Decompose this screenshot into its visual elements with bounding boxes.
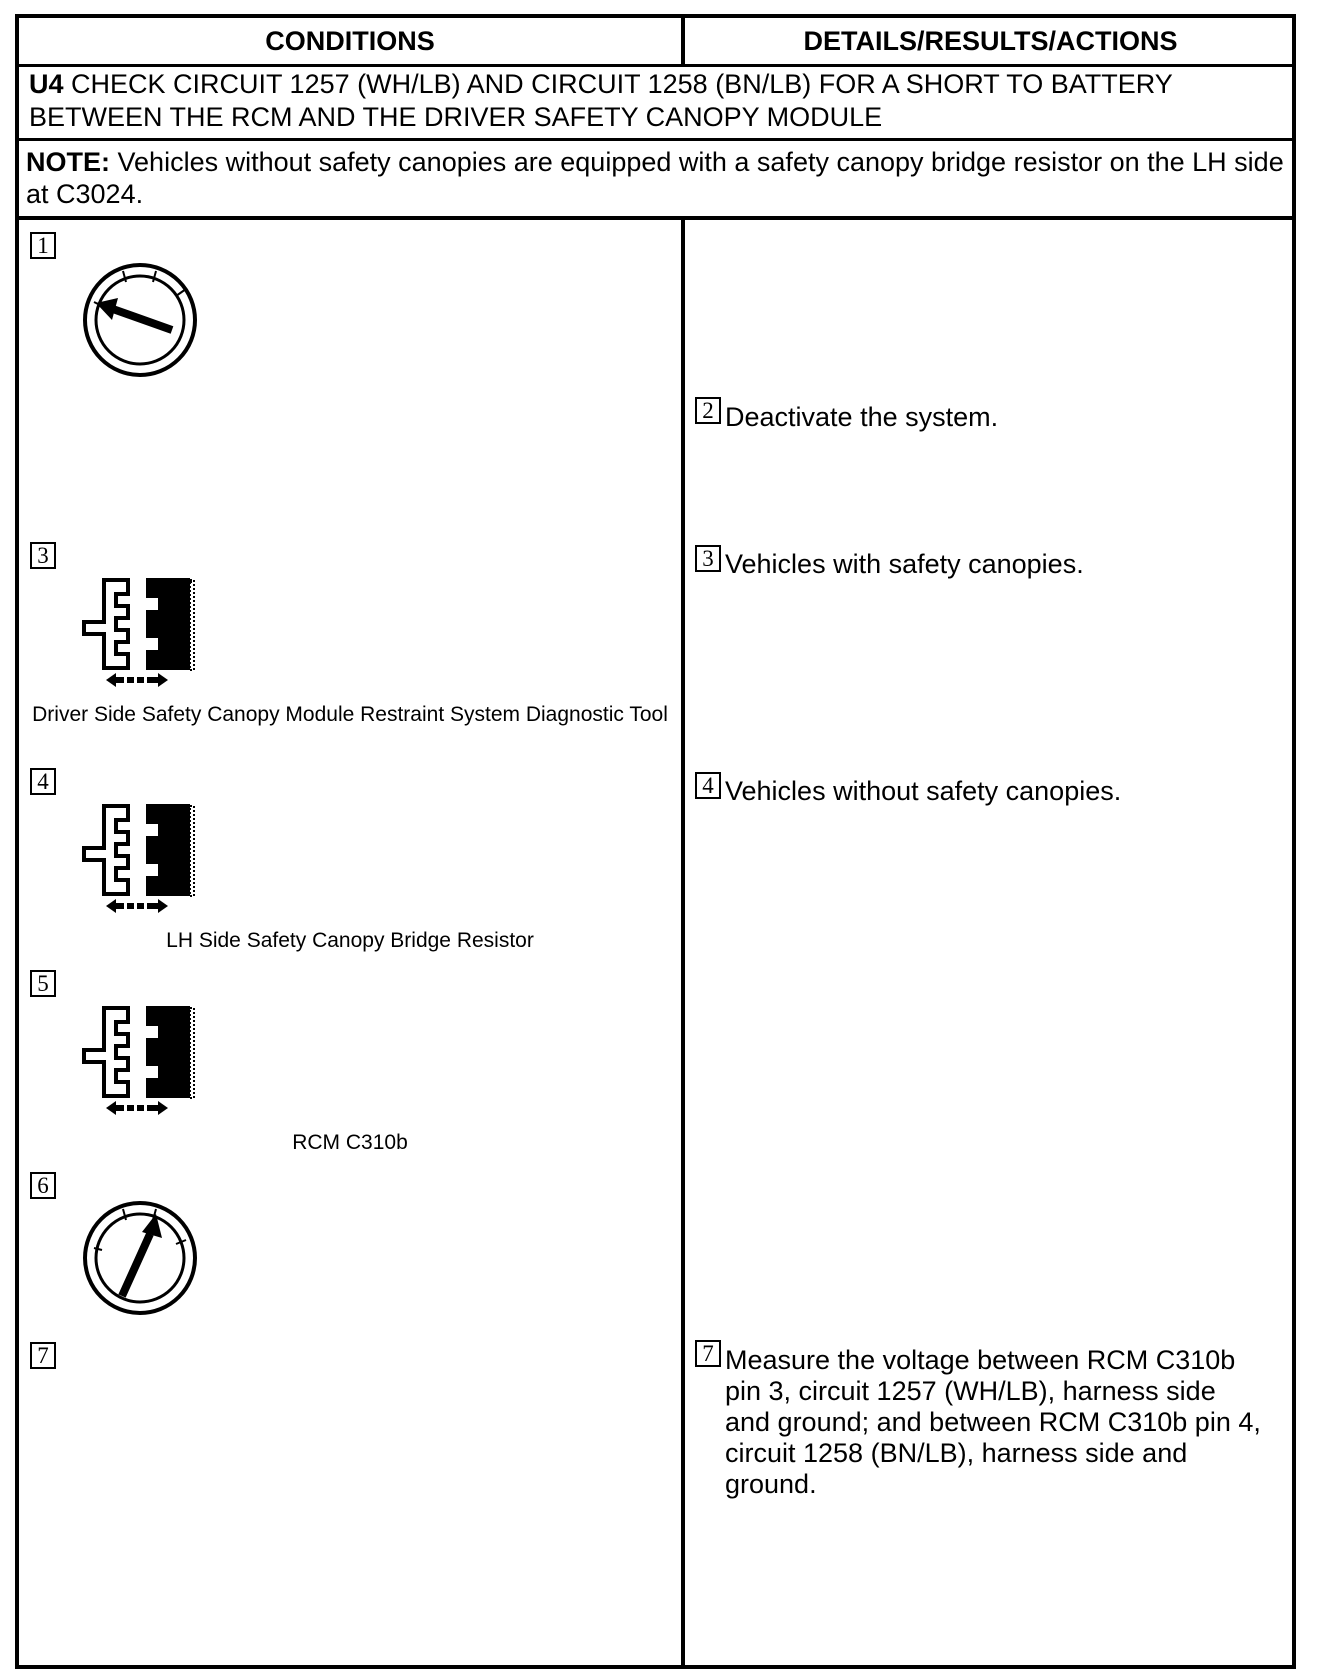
column-divider [681,220,685,1669]
connector-caption: Driver Side Safety Canopy Module Restraint System Diagnostic Tool [32,703,668,726]
ignition-key-on-icon [82,1200,198,1316]
test-step-id: U4 [29,69,64,99]
step-number-box: 3 [695,545,721,572]
test-step-title [29,68,1279,134]
row-divider [19,64,1292,67]
step-number-box: 2 [695,397,721,424]
test-step-title-text: CHECK CIRCUIT 1257 (WH/LB) AND CIRCUIT 1258 (BN/LB) FOR A SHORT TO BATTERY BETWEEN THE RCM AND THE DRIVER SAFETY CANOPY MODULE [29,69,1173,132]
step-number-box: 4 [695,772,721,799]
connector-caption: LH Side Safety Canopy Bridge Resistor [166,929,534,952]
connector-disconnect-icon [80,1006,200,1116]
ignition-key-off-icon [82,262,198,378]
step-number-box: 4 [30,768,56,795]
connector-disconnect-icon [80,804,200,914]
step-number-box: 7 [30,1342,56,1369]
step-2-instruction: Deactivate the system. [725,402,999,432]
step-number-box: 6 [30,1172,56,1199]
step-number-box: 7 [695,1340,721,1367]
row-divider [19,138,1292,141]
step-number-box: 5 [30,970,56,997]
step-7-instruction: Measure the voltage between RCM C310b pin 3, circuit 1257 (WH/LB), harness side and ground; and between RCM C310b pin 4, circuit 1258 (BN/LB), harness side and ground. [725,1345,1261,1499]
note [26,146,1286,210]
step-number-box: 1 [30,232,56,259]
row-divider [19,216,1292,220]
connector-disconnect-icon [80,578,200,688]
details-header: DETAILS/RESULTS/ACTIONS [803,25,1178,56]
step-number-box: 3 [30,542,56,569]
note-text: Vehicles without safety canopies are equipped with a safety canopy bridge resistor on the LH side at C3024. [26,147,1284,209]
note-label: NOTE: [26,147,110,177]
conditions-header: CONDITIONS [265,25,435,56]
connector-caption: RCM C310b [292,1131,408,1154]
step-4-instruction: Vehicles without safety canopies. [725,776,1122,806]
header-divider [681,18,685,64]
step-3-instruction: Vehicles with safety canopies. [725,549,1084,579]
